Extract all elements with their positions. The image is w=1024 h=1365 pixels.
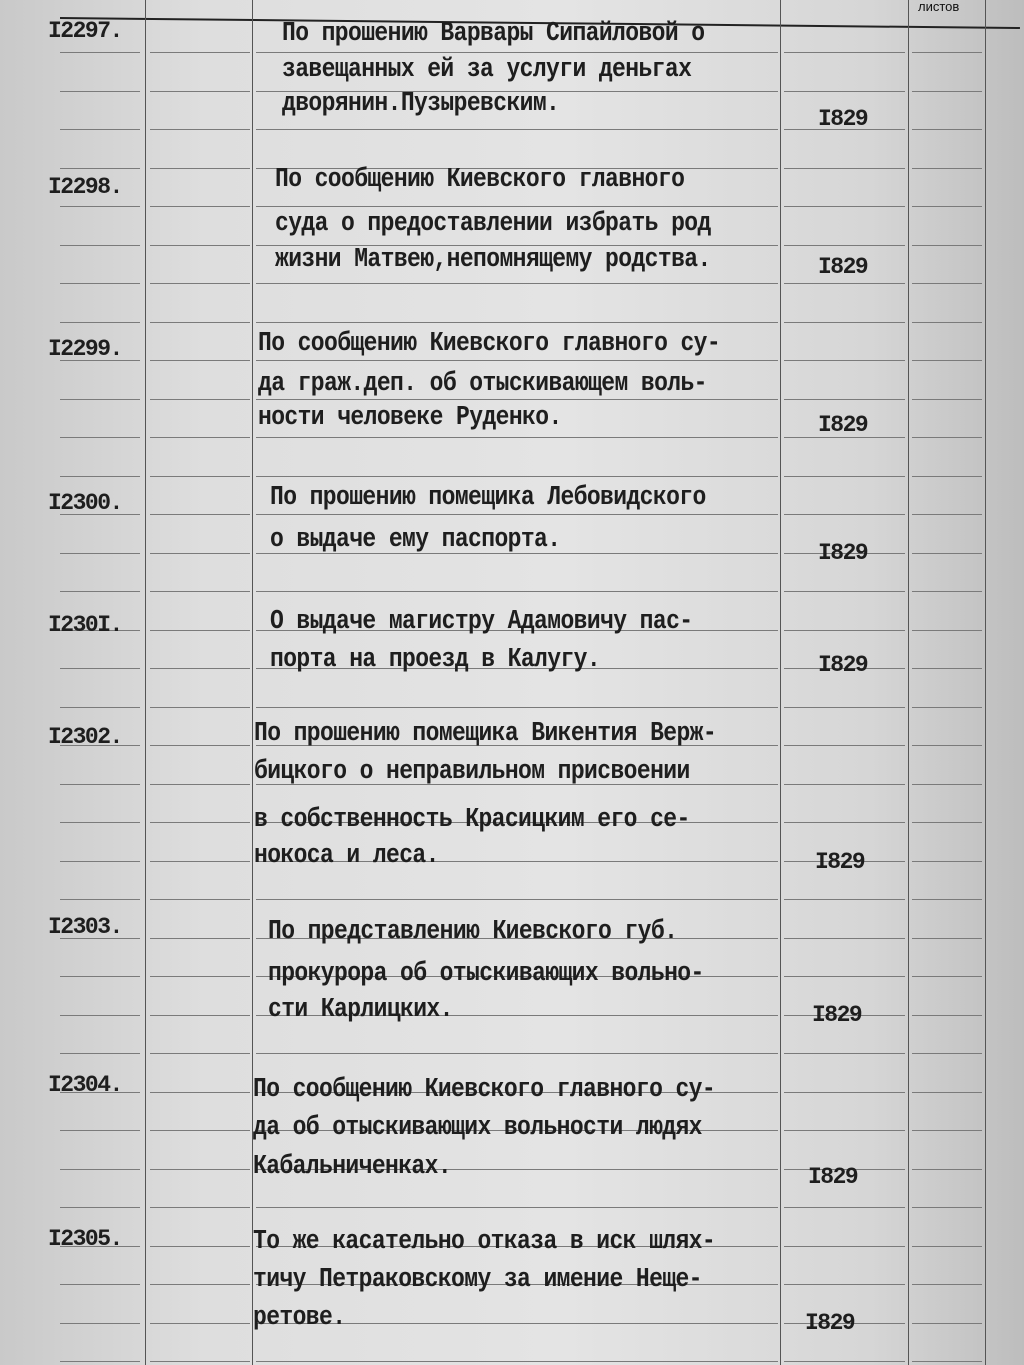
ruled-line	[60, 784, 140, 785]
ruled-line	[784, 283, 905, 284]
entry-text-line: суда о предоставлении избрать род	[275, 208, 711, 238]
ruled-line	[784, 784, 905, 785]
ruled-line	[912, 168, 982, 169]
ruled-line	[150, 630, 250, 631]
ruled-line	[256, 129, 778, 130]
ruled-line	[784, 938, 905, 939]
ruled-line	[256, 437, 778, 438]
ruled-line	[784, 206, 905, 207]
entry-year: I829	[818, 540, 868, 566]
ruled-line	[784, 91, 905, 92]
ruled-line	[784, 1207, 905, 1208]
ruled-line	[784, 399, 905, 400]
ruled-line	[912, 476, 982, 477]
ruled-line	[912, 630, 982, 631]
ruled-line	[150, 861, 250, 862]
entry-year: I829	[808, 1164, 858, 1190]
entry-year: I829	[818, 106, 868, 132]
ruled-line	[60, 899, 140, 900]
column-divider	[145, 0, 146, 1365]
ruled-line	[256, 1207, 778, 1208]
ruled-line	[784, 514, 905, 515]
ruled-line	[60, 129, 140, 130]
ruled-line	[256, 1361, 778, 1362]
ruled-line	[256, 476, 778, 477]
ruled-line	[60, 283, 140, 284]
entry-text-line: По сообщению Киевского главного	[275, 164, 685, 194]
ruled-line	[150, 1092, 250, 1093]
entry-number: I2298.	[48, 174, 122, 200]
entry-text-line: О выдаче магистру Адамовичу пас-	[270, 606, 693, 636]
ruled-line	[912, 976, 982, 977]
ruled-line	[256, 1053, 778, 1054]
entry-number: I2297.	[48, 18, 122, 44]
ruled-line	[784, 899, 905, 900]
entry-number: I2304.	[48, 1072, 122, 1098]
entry-text-line: По прошению помещика Викентия Верж-	[254, 718, 717, 748]
ruled-line	[784, 1246, 905, 1247]
ruled-line	[60, 476, 140, 477]
entry-number: I2299.	[48, 336, 122, 362]
ruled-line	[60, 553, 140, 554]
ruled-line	[60, 707, 140, 708]
ruled-line	[150, 1246, 250, 1247]
ruled-line	[150, 514, 250, 515]
ruled-line	[912, 437, 982, 438]
entry-year: I829	[805, 1310, 855, 1336]
entry-text-line: тичу Петраковскому за имение Неще-	[253, 1264, 702, 1294]
column-divider	[908, 0, 909, 1365]
entry-text-line: жизни Матвею,непомнящему родства.	[275, 244, 711, 274]
ruled-line	[912, 360, 982, 361]
ruled-line	[784, 822, 905, 823]
ruled-line	[60, 976, 140, 977]
ruled-line	[912, 1361, 982, 1362]
ruled-line	[784, 976, 905, 977]
ruled-line	[784, 1053, 905, 1054]
ruled-line	[150, 1169, 250, 1170]
ruled-line	[150, 437, 250, 438]
ruled-line	[150, 707, 250, 708]
entry-text-line: То же касательно отказа в иск шлях-	[253, 1226, 716, 1256]
column-header-sheets: листов	[918, 0, 960, 14]
entry-text-line: сти Карлицких.	[268, 994, 453, 1024]
entry-text-line: в собственность Красицким его се-	[254, 804, 690, 834]
ruled-line	[912, 938, 982, 939]
ruled-line	[256, 399, 778, 400]
ruled-line	[150, 591, 250, 592]
ruled-line	[912, 322, 982, 323]
ruled-line	[256, 206, 778, 207]
ruled-line	[784, 168, 905, 169]
ruled-line	[150, 899, 250, 900]
ruled-line	[60, 322, 140, 323]
ruled-line	[912, 283, 982, 284]
ruled-line	[150, 476, 250, 477]
ruled-line	[60, 1053, 140, 1054]
ruled-line	[60, 591, 140, 592]
ruled-line	[256, 899, 778, 900]
ruled-line	[912, 52, 982, 53]
ruled-line	[912, 245, 982, 246]
ruled-line	[912, 1207, 982, 1208]
ruled-line	[150, 1207, 250, 1208]
ruled-line	[150, 976, 250, 977]
ruled-line	[256, 283, 778, 284]
column-divider	[780, 0, 781, 1365]
ruled-line	[60, 91, 140, 92]
ruled-line	[60, 1323, 140, 1324]
entry-year: I829	[818, 652, 868, 678]
entry-year: I829	[818, 254, 868, 280]
ruled-line	[150, 1323, 250, 1324]
ruled-line	[912, 206, 982, 207]
ruled-line	[784, 745, 905, 746]
ruled-line	[150, 938, 250, 939]
ruled-line	[912, 129, 982, 130]
entry-year: I829	[818, 412, 868, 438]
ruled-line	[912, 514, 982, 515]
entry-text-line: По прошению Варвары Сипайловой о	[282, 18, 705, 48]
ruled-line	[150, 1015, 250, 1016]
ruled-line	[912, 1323, 982, 1324]
ruled-line	[60, 1284, 140, 1285]
ruled-line	[912, 1246, 982, 1247]
ruled-line	[150, 322, 250, 323]
entry-text-line: ности человеке Руденко.	[258, 402, 562, 432]
ruled-line	[912, 1169, 982, 1170]
entry-text-line: да граж.деп. об отыскивающем воль-	[258, 368, 707, 398]
entry-text-line: Кабальниченках.	[253, 1151, 452, 1181]
ruled-line	[256, 360, 778, 361]
ruled-line	[150, 245, 250, 246]
ruled-line	[60, 1130, 140, 1131]
ruled-line	[912, 822, 982, 823]
ruled-line	[912, 668, 982, 669]
entry-text-line: нокоса и леса.	[254, 840, 439, 870]
entry-text-line: прокурора об отыскивающих вольно-	[268, 958, 704, 988]
ruled-line	[912, 1092, 982, 1093]
ruled-line	[912, 399, 982, 400]
entry-year: I829	[815, 849, 865, 875]
entry-text-line: По сообщению Киевского главного су-	[258, 328, 721, 358]
ruled-line	[150, 1284, 250, 1285]
ruled-line	[150, 168, 250, 169]
ruled-line	[912, 899, 982, 900]
ruled-line	[150, 1053, 250, 1054]
entry-number: I230I.	[48, 612, 122, 638]
ruled-line	[60, 52, 140, 53]
ruled-line	[912, 784, 982, 785]
ruled-line	[60, 1169, 140, 1170]
entry-number: I2302.	[48, 724, 122, 750]
ruled-line	[784, 52, 905, 53]
ruled-line	[784, 360, 905, 361]
ruled-line	[60, 168, 140, 169]
ruled-line	[784, 1092, 905, 1093]
ruled-line	[256, 591, 778, 592]
ruled-line	[150, 822, 250, 823]
ruled-line	[60, 1207, 140, 1208]
entry-text-line: По сообщению Киевского главного су-	[253, 1074, 716, 1104]
entry-number: I2303.	[48, 914, 122, 940]
ruled-line	[784, 591, 905, 592]
ruled-line	[60, 1015, 140, 1016]
ruled-line	[60, 1361, 140, 1362]
ruled-line	[256, 707, 778, 708]
ruled-line	[784, 630, 905, 631]
ruled-line	[150, 1361, 250, 1362]
entry-text-line: да об отыскивающих вольности людях	[253, 1112, 702, 1142]
entry-number: I2305.	[48, 1226, 122, 1252]
ruled-line	[912, 1015, 982, 1016]
entry-text-line: ретове.	[253, 1302, 346, 1332]
ruled-line	[912, 707, 982, 708]
ruled-line	[784, 1361, 905, 1362]
ruled-line	[912, 861, 982, 862]
ruled-line	[784, 245, 905, 246]
entry-text-line: о выдаче ему паспорта.	[270, 524, 561, 554]
ruled-line	[150, 91, 250, 92]
ruled-line	[256, 514, 778, 515]
entry-text-line: порта на проезд в Калугу.	[270, 644, 601, 674]
ruled-line	[150, 745, 250, 746]
entry-year: I829	[812, 1002, 862, 1028]
entry-text-line: бицкого о неправильном присвоении	[254, 756, 690, 786]
entry-number: I2300.	[48, 490, 122, 516]
ruled-line	[912, 553, 982, 554]
ruled-line	[912, 1053, 982, 1054]
ruled-line	[60, 206, 140, 207]
ruled-line	[784, 476, 905, 477]
ruled-line	[256, 52, 778, 53]
ruled-line	[60, 399, 140, 400]
ruled-line	[150, 1130, 250, 1131]
ruled-line	[912, 745, 982, 746]
ruled-line	[60, 668, 140, 669]
ruled-line	[784, 1284, 905, 1285]
ruled-line	[150, 668, 250, 669]
ruled-line	[150, 360, 250, 361]
entry-text-line: дворянин.Пузыревским.	[282, 88, 560, 118]
ruled-line	[912, 1130, 982, 1131]
ruled-line	[150, 553, 250, 554]
ruled-line	[150, 784, 250, 785]
ruled-line	[150, 52, 250, 53]
entry-text-line: завещанных ей за услуги деньгах	[282, 54, 692, 84]
ruled-line	[912, 1284, 982, 1285]
ruled-line	[784, 322, 905, 323]
ruled-line	[60, 437, 140, 438]
ruled-line	[784, 1130, 905, 1131]
ruled-line	[150, 129, 250, 130]
ruled-line	[912, 591, 982, 592]
ruled-line	[256, 322, 778, 323]
ruled-line	[150, 399, 250, 400]
ruled-line	[912, 91, 982, 92]
column-divider	[985, 0, 986, 1365]
ruled-line	[150, 206, 250, 207]
entry-text-line: По представлению Киевского губ.	[268, 916, 678, 946]
ruled-line	[60, 861, 140, 862]
ruled-line	[784, 707, 905, 708]
ruled-line	[60, 245, 140, 246]
ruled-line	[60, 822, 140, 823]
entry-text-line: По прошению помещика Лебовидского	[270, 482, 706, 512]
ruled-line	[150, 283, 250, 284]
